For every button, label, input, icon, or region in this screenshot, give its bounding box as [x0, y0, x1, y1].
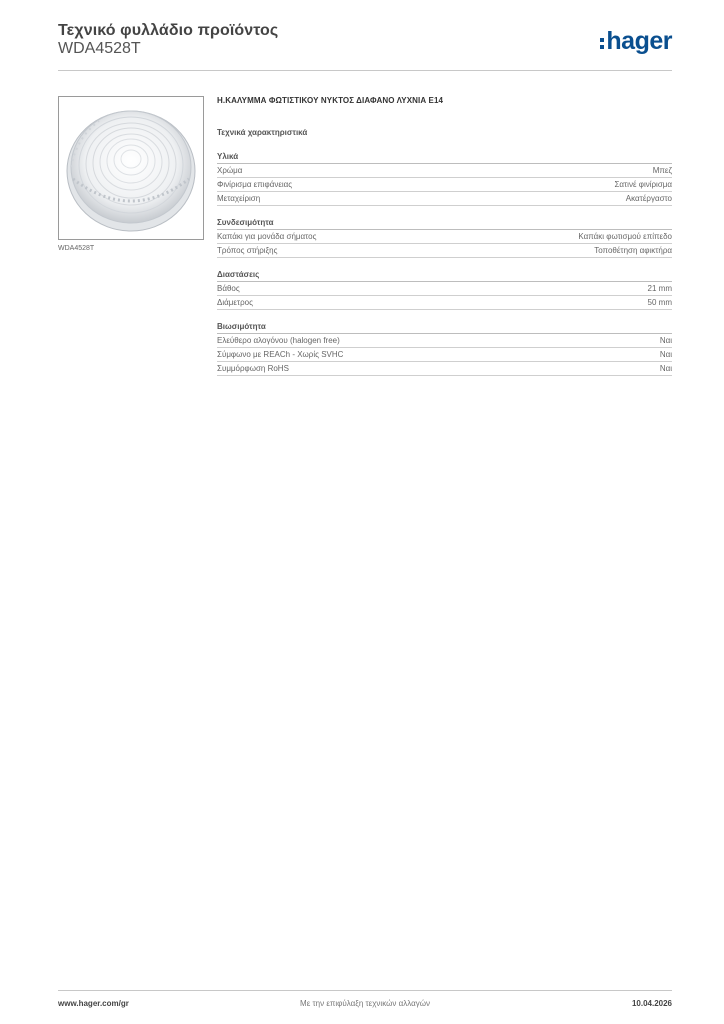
section-heading: Τεχνικά χαρακτηριστικά [217, 128, 308, 137]
image-caption: WDA4528T [58, 245, 95, 252]
product-image [58, 96, 204, 240]
spec-label: Σύμφωνο με REACh - Χωρίς SVHC [217, 350, 344, 359]
group-title: Βιωσιμότητα [217, 322, 672, 334]
spec-label: Συμμόρφωση RoHS [217, 364, 289, 373]
group-title: Συνδεσιμότητα [217, 218, 672, 230]
product-title: Η.ΚΑΛΥΜΜΑ ΦΩΤΙΣΤΙΚΟΥ ΝΥΚΤΟΣ ΔΙΑΦΑΝΟ ΛΥΧΝΙΑ Ε14 [217, 96, 444, 105]
spec-label: Ελεύθερο αλογόνου (halogen free) [217, 336, 340, 345]
spec-value: Σατινέ φινίρισμα [614, 180, 672, 189]
footer-disclaimer: Με την επιφύλαξη τεχνικών αλλαγών [300, 999, 430, 1008]
spec-label: Φινίρισμα επιφάνειας [217, 180, 293, 189]
spec-value: Καπάκι φωτισμού επίπεδο [578, 232, 672, 241]
spec-row [217, 230, 672, 244]
spec-row [217, 192, 672, 206]
spec-row [217, 362, 672, 376]
spec-value: Τοποθέτηση αφικτήρα [594, 246, 672, 255]
spec-value: Ακατέργαστο [625, 194, 672, 203]
document-date: 10.04.2026 [631, 999, 672, 1008]
logo-dots-icon [600, 38, 604, 49]
spec-value: Μπεζ [652, 166, 672, 175]
spec-row [217, 282, 672, 296]
spec-label: Διάμετρος [217, 298, 253, 307]
spec-row [217, 348, 672, 362]
spec-value: Ναι [659, 336, 672, 345]
spec-label: Καπάκι για μονάδα σήματος [217, 232, 317, 241]
spec-label: Μεταχείριση [217, 194, 261, 203]
page-footer [58, 990, 672, 1011]
spec-value: 21 mm [647, 284, 672, 293]
group-sustainability [217, 322, 672, 376]
spec-row [217, 178, 672, 192]
spec-label: Βάθος [217, 284, 240, 293]
group-title: Υλικά [217, 152, 672, 164]
product-code: WDA4528T [58, 40, 141, 57]
group-dimensions [217, 270, 672, 310]
group-title: Διαστάσεις [217, 270, 672, 282]
spec-row [217, 334, 672, 348]
spec-row [217, 244, 672, 258]
spec-value: Ναι [659, 364, 672, 373]
hager-logo [600, 26, 672, 56]
spec-label: Χρώμα [217, 166, 243, 175]
logo-text: hager [606, 27, 672, 55]
group-materials [217, 152, 672, 206]
spec-label: Τρόπος στήριξης [217, 246, 278, 255]
document-title: Τεχνικό φυλλάδιο προϊόντος [58, 22, 279, 39]
website-link[interactable]: www.hager.com/gr [58, 999, 129, 1008]
lens-cover-icon [59, 97, 203, 239]
spec-value: Ναι [659, 350, 672, 359]
page-header [58, 20, 672, 71]
spec-row [217, 164, 672, 178]
spec-row [217, 296, 672, 310]
group-connectivity [217, 218, 672, 258]
spec-value: 50 mm [647, 298, 672, 307]
product-details [217, 96, 672, 376]
